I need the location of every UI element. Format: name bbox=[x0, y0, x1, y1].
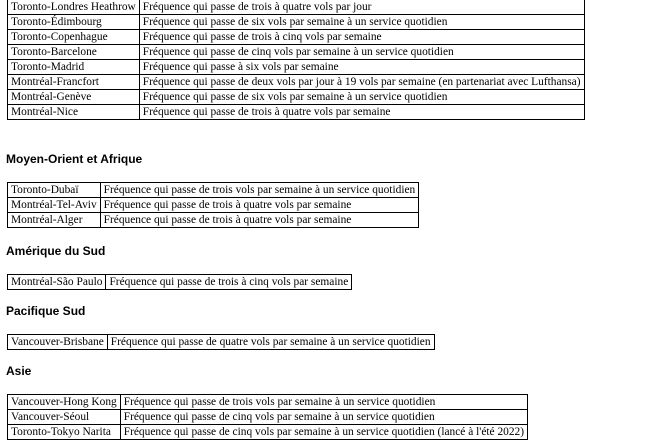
frequency-cell: Fréquence qui passe de six vols par semaine à un service quotidien bbox=[139, 15, 584, 30]
table-row bbox=[8, 425, 528, 440]
route-cell: Vancouver-Séoul bbox=[8, 410, 121, 425]
frequency-cell: Fréquence qui passe de cinq vols par semaine à un service quotidien bbox=[139, 45, 584, 60]
frequency-cell: Fréquence qui passe de trois à cinq vols par semaine bbox=[139, 30, 584, 45]
frequency-cell: Fréquence qui passe de trois à cinq vols par semaine bbox=[106, 275, 352, 290]
table-row bbox=[8, 15, 585, 30]
table-row bbox=[8, 395, 528, 410]
frequency-cell: Fréquence qui passe de deux vols par jour à 19 vols par semaine (en partenariat avec Lufthansa) bbox=[139, 75, 584, 90]
route-cell: Toronto-Barcelone bbox=[8, 45, 140, 60]
table-row bbox=[8, 75, 585, 90]
table-row bbox=[8, 275, 352, 290]
table-row bbox=[8, 90, 585, 105]
table-row bbox=[8, 30, 585, 45]
south-america-routes-table bbox=[7, 274, 352, 290]
frequency-cell: Fréquence qui passe de trois à quatre vols par semaine bbox=[100, 198, 419, 213]
table-row bbox=[8, 335, 435, 350]
frequency-cell: Fréquence qui passe de cinq vols par semaine à un service quotidien bbox=[120, 410, 527, 425]
route-cell: Montréal-Nice bbox=[8, 105, 140, 120]
table-row bbox=[8, 410, 528, 425]
frequency-cell: Fréquence qui passe de trois à quatre vols par semaine bbox=[139, 105, 584, 120]
section-heading-south-pacific: Pacifique Sud bbox=[6, 304, 86, 318]
table-row bbox=[8, 183, 419, 198]
frequency-cell: Fréquence qui passe de trois vols par semaine à un service quotidien bbox=[100, 183, 419, 198]
frequency-cell: Fréquence qui passe de quatre vols par semaine à un service quotidien bbox=[107, 335, 434, 350]
route-cell: Toronto-Londres Heathrow bbox=[8, 0, 140, 15]
frequency-cell: Fréquence qui passe de six vols par semaine à un service quotidien bbox=[139, 90, 584, 105]
middle-east-africa-routes-table bbox=[7, 182, 419, 228]
frequency-cell: Fréquence qui passe de trois à quatre vols par semaine bbox=[100, 213, 419, 228]
route-cell: Toronto-Dubaï bbox=[8, 183, 101, 198]
section-heading-south-america: Amérique du Sud bbox=[6, 244, 106, 258]
table-row bbox=[8, 0, 585, 15]
route-cell: Montréal-Francfort bbox=[8, 75, 140, 90]
section-heading-middle-east-africa: Moyen-Orient et Afrique bbox=[6, 152, 143, 166]
route-cell: Montréal-Alger bbox=[8, 213, 101, 228]
table-row bbox=[8, 45, 585, 60]
frequency-cell: Fréquence qui passe à six vols par semaine bbox=[139, 60, 584, 75]
europe-routes-table bbox=[7, 0, 585, 120]
route-cell: Toronto-Édimbourg bbox=[8, 15, 140, 30]
asia-routes-table bbox=[7, 394, 528, 440]
frequency-cell: Fréquence qui passe de cinq vols par semaine à un service quotidien (lancé à l'été 2022) bbox=[120, 425, 527, 440]
route-cell: Vancouver-Hong Kong bbox=[8, 395, 121, 410]
route-cell: Montréal-Genève bbox=[8, 90, 140, 105]
frequency-cell: Fréquence qui passe de trois à quatre vols par jour bbox=[139, 0, 584, 15]
route-cell: Montréal-Tel-Aviv bbox=[8, 198, 101, 213]
route-cell: Toronto-Tokyo Narita bbox=[8, 425, 121, 440]
route-cell: Vancouver-Brisbane bbox=[8, 335, 108, 350]
route-cell: Montréal-São Paulo bbox=[8, 275, 106, 290]
table-row bbox=[8, 60, 585, 75]
section-heading-asia: Asie bbox=[6, 364, 32, 378]
route-cell: Toronto-Madrid bbox=[8, 60, 140, 75]
route-cell: Toronto-Copenhague bbox=[8, 30, 140, 45]
table-row bbox=[8, 213, 419, 228]
table-row bbox=[8, 105, 585, 120]
frequency-cell: Fréquence qui passe de trois vols par semaine à un service quotidien bbox=[120, 395, 527, 410]
south-pacific-routes-table bbox=[7, 334, 435, 350]
table-row bbox=[8, 198, 419, 213]
